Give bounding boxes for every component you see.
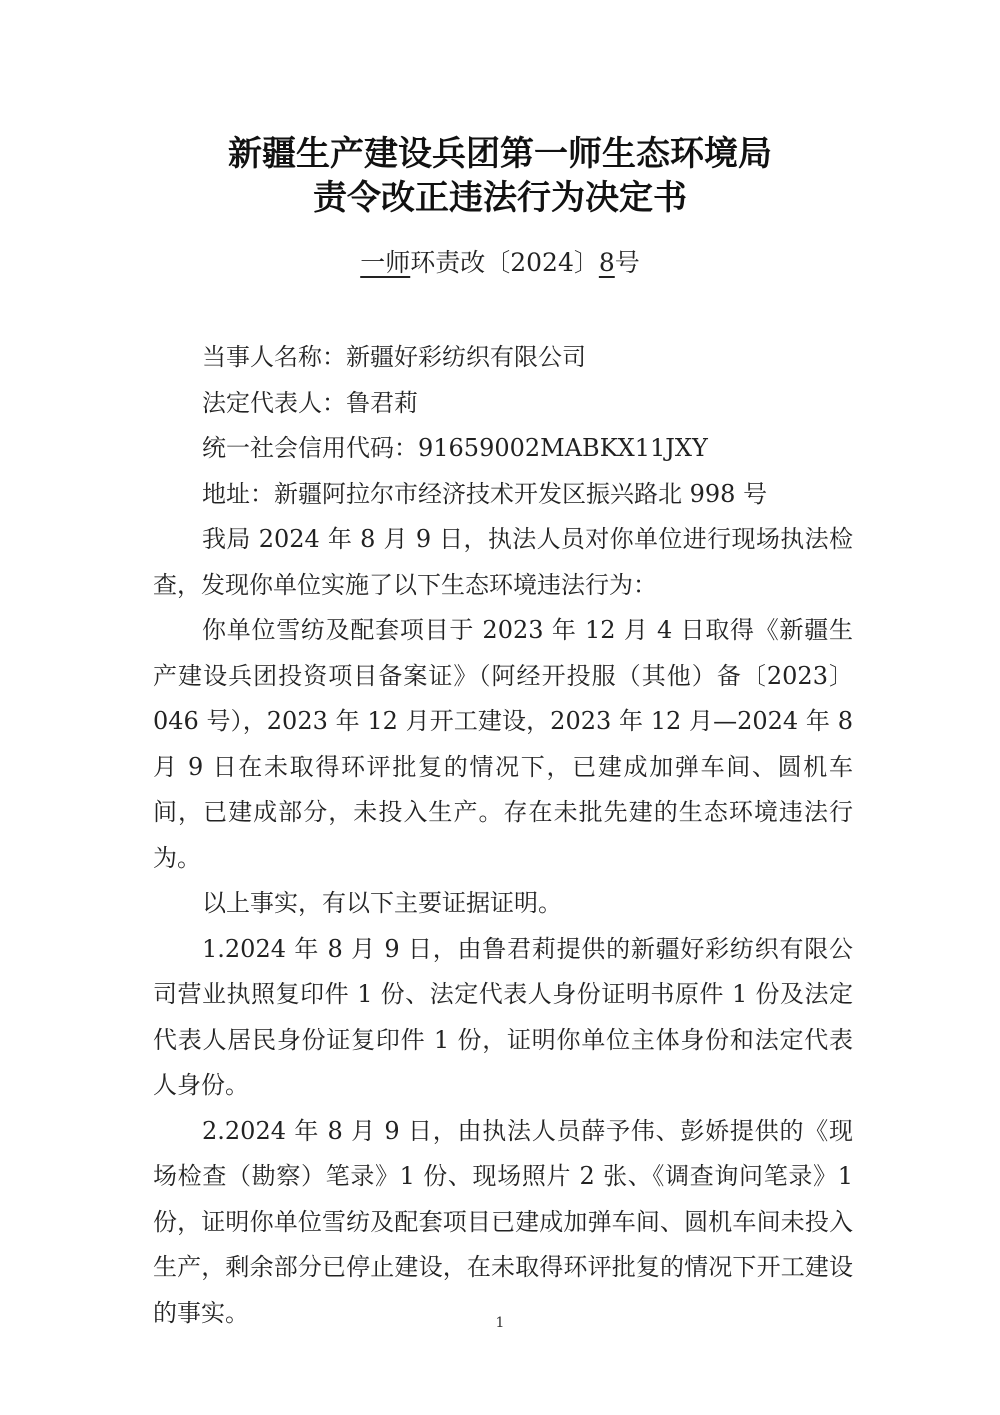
document-number-middle: 环责改〔2024〕 [410,248,599,277]
party-credit-code: 统一社会信用代码：91659002MABKX11JXY [202,434,708,462]
paragraph-inspection: 我局 2024 年 8 月 9 日，执法人员对你单位进行现场执法检查，发现你单位实施了以下生态环境违法行为： [153,525,853,599]
document-number [0,243,1000,279]
document-number-prefix: 一师 [360,248,411,277]
document-title-line1: 新疆生产建设兵团第一师生态环境局 [228,134,772,174]
paragraph-violation: 你单位雪纺及配套项目于 2023 年 12 月 4 日取得《新疆生产建设兵团投资项目备案证》（阿经开投服（其他）备〔2023〕046 号），2023 年 12 月开工建设，2023 年 12 月—2024 年 8 月 9 日在未取得环评批复的情况下，已建成加弹车间、圆机车间，已建成部分，未投入生产。存在未批先建的生态环境违法行为。 [153,616,853,872]
document-number-suffix: 号 [614,248,640,277]
paragraph-evidence-intro: 以上事实，有以下主要证据证明。 [202,889,562,917]
party-address: 地址：新疆阿拉尔市经济技术开发区振兴路北 998 号 [202,479,768,508]
document-body [153,335,853,1336]
document-number-num: 8 [598,248,615,277]
paragraph-evidence-2: 2.2024 年 8 月 9 日，由执法人员薛予伟、彭娇提供的《现场检查（勘察）笔录》1 份、现场照片 2 张、《调查询问笔录》1 份，证明你单位雪纺及配套项目已建成加弹车间、圆机车间未投入生产，剩余部分已停止建设，在未取得环评批复的情况下开工建设的事实。 [153,1116,853,1327]
document-title-line2: 责令改正违法行为决定书 [313,178,687,218]
page-number: 1 [495,1315,505,1331]
paragraph-evidence-1: 1.2024 年 8 月 9 日，由鲁君莉提供的新疆好彩纺织有限公司营业执照复印件 1 份、法定代表人身份证明书原件 1 份及法定代表人居民身份证复印件 1 份，证明你单位主体身份和法定代表人身份。 [153,934,853,1099]
party-legal-rep: 法定代表人：鲁君莉 [202,388,418,417]
party-name: 当事人名称：新疆好彩纺织有限公司 [202,343,586,371]
